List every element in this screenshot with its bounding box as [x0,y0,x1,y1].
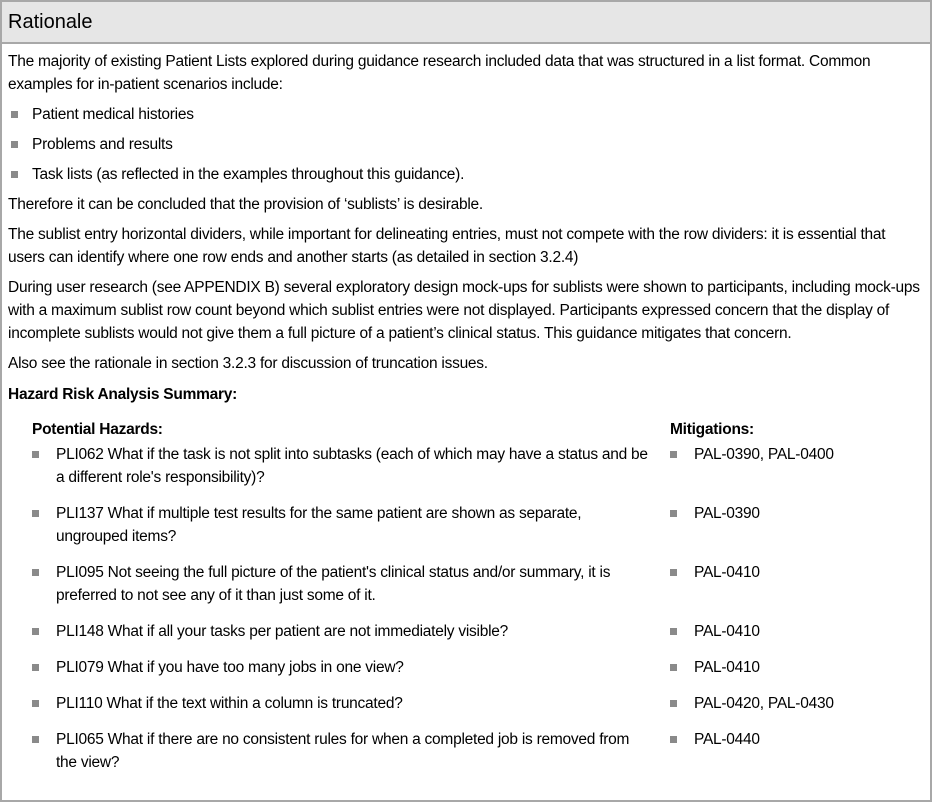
conclusion-paragraph: Therefore it can be concluded that the provision of ‘sublists’ is desirable. [8,196,483,213]
square-bullet-icon [32,569,39,576]
square-bullet-icon [670,628,677,635]
hazard-item [32,502,670,548]
hazard-text: PLI110 What if the text within a column is truncated? [56,695,403,712]
mitigation-text: PAL-0440 [694,731,760,748]
mitigation-item [670,443,926,489]
list-item-text: Task lists (as reflected in the examples throughout this guidance). [32,166,465,183]
hazard-text: PLI148 What if all your tasks per patient are not immediately visible? [56,623,509,640]
mitigation-item [670,656,926,679]
square-bullet-icon [11,171,18,178]
mitigation-text: PAL-0390, PAL-0400 [694,446,834,463]
square-bullet-icon [32,451,39,458]
hazard-text: PLI065 What if there are no consistent rules for when a completed job is removed from the view? [56,731,630,771]
square-bullet-icon [670,736,677,743]
mitigation-text: PAL-0390 [694,505,760,522]
hazard-item [32,692,670,715]
hazard-text: PLI062 What if the task is not split into subtasks (each of which may have a status and be a different role's responsibility)? [56,446,648,486]
square-bullet-icon [670,664,677,671]
mitigation-item [670,692,926,715]
square-bullet-icon [670,700,677,707]
mitigation-text: PAL-0410 [694,623,760,640]
mitigation-text: PAL-0420, PAL-0430 [694,695,834,712]
examples-list [8,103,922,186]
square-bullet-icon [670,510,677,517]
panel-body [2,44,930,787]
hazards-column-header: Potential Hazards: [32,421,163,438]
hazard-item [32,561,670,607]
hazard-text: PLI095 Not seeing the full picture of the patient's clinical status and/or summary, it is preferred to not see any of it than just some of it. [56,564,611,604]
mitigation-item [670,502,926,548]
square-bullet-icon [32,628,39,635]
hazard-table [32,418,922,787]
mitigation-item [670,620,926,643]
hazard-text: PLI137 What if multiple test results for the same patient are shown as separate, ungrouped items? [56,505,582,545]
hazard-item [32,656,670,679]
square-bullet-icon [32,664,39,671]
hazard-item [32,443,670,489]
panel-title: Rationale [2,2,930,44]
square-bullet-icon [32,700,39,707]
mitigations-column-header: Mitigations: [670,421,754,438]
user-research-paragraph: During user research (see APPENDIX B) several exploratory design mock-ups for sublists were shown to participants, including mock-ups with a maximum sublist row count beyond which sublist entries were not displayed. Participants expressed concern that the display of incomplete sublists would not give them a full picture of a patient’s clinical status. This guidance mitigates that concern. [8,279,920,342]
square-bullet-icon [670,569,677,576]
hazard-item [32,620,670,643]
square-bullet-icon [32,736,39,743]
mitigation-text: PAL-0410 [694,564,760,581]
truncation-paragraph: Also see the rationale in section 3.2.3 for discussion of truncation issues. [8,355,488,372]
square-bullet-icon [11,111,18,118]
hazard-text: PLI079 What if you have too many jobs in one view? [56,659,404,676]
mitigation-item [670,728,926,774]
mitigation-item [670,561,926,607]
list-item-text: Patient medical histories [32,106,194,123]
square-bullet-icon [32,510,39,517]
hazard-item [32,728,670,774]
list-item [8,163,922,186]
hazard-summary-heading: Hazard Risk Analysis Summary: [8,386,238,403]
square-bullet-icon [670,451,677,458]
mitigation-text: PAL-0410 [694,659,760,676]
list-item [8,133,922,156]
intro-paragraph: The majority of existing Patient Lists explored during guidance research included data that was structured in a list format. Common examples for in-patient scenarios include: [8,53,871,93]
dividers-paragraph: The sublist entry horizontal dividers, while important for delineating entries, must not compete with the row dividers: it is essential that users can identify where one row ends and another starts (as detailed in section 3.2.4) [8,226,886,266]
list-item-text: Problems and results [32,136,173,153]
square-bullet-icon [11,141,18,148]
list-item [8,103,922,126]
